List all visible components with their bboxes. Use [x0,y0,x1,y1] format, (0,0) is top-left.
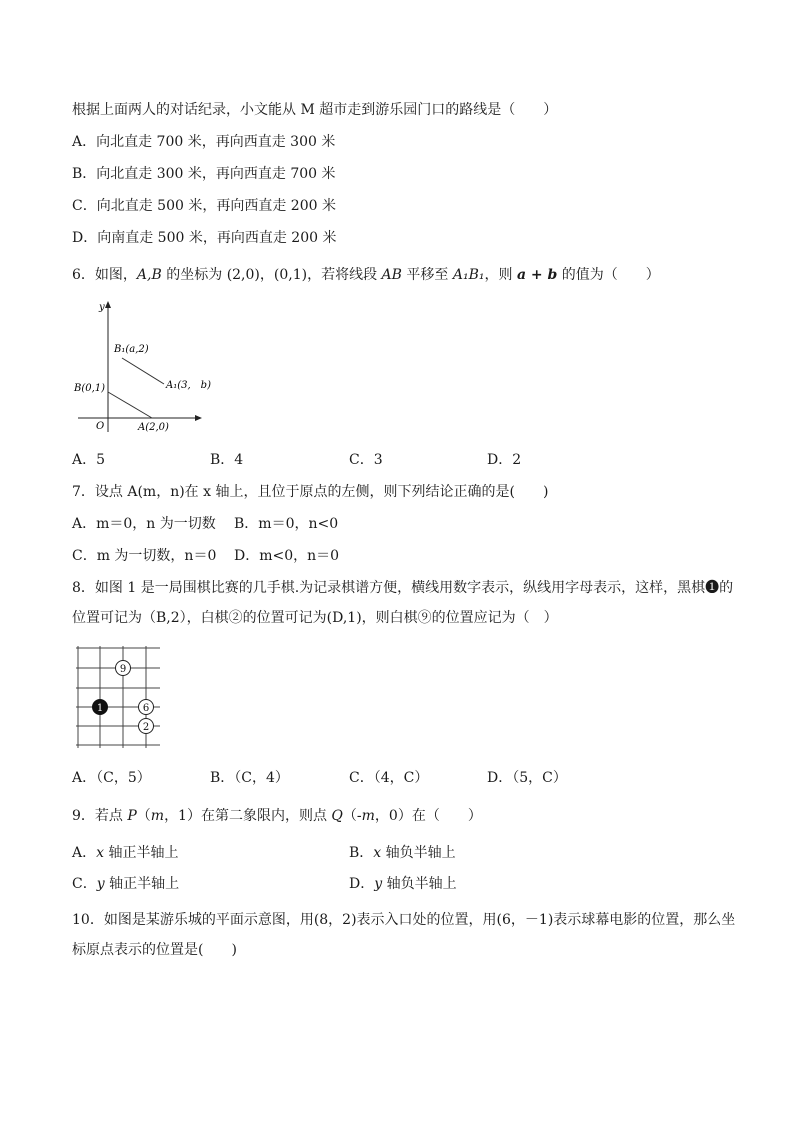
q6-y-label: y [99,302,105,313]
svg-text:6: 6 [142,703,150,714]
q6-coord-a: (2,0) [226,267,260,283]
q8-option-a: A．（C，5） [72,770,151,786]
q7-option-b: B．m＝0，n<0 [234,516,339,532]
q8-white-stone-6 [139,700,154,715]
q6-stem: 6．如图，A,B 的坐标为 (2,0)，(0,1)，若将线段 AB 平移至 A₁B₁，则 a + b 的值为（ ） [72,267,660,283]
q6-segment-ab: AB [381,267,402,283]
q8-black-stone-1 [93,700,108,715]
q6-option-a: A．5 [72,452,106,468]
q6-a1-label: A₁(3, b) [166,380,211,391]
q6-b-label: B(0,1) [74,383,106,394]
q6-y-arrow [105,301,111,308]
q6-option-c: C．3 [349,452,383,468]
q6-segment-a1b1: A₁B₁ [452,267,485,283]
q10-stem-line2: 标原点表示的位置是( ) [72,942,237,958]
q9-option-b: B．x 轴负半轴上 [349,845,456,861]
q7-option-d: D．m<0，n＝0 [234,548,340,564]
svg-text:9: 9 [119,664,127,675]
q8-white-stone-2 [139,719,154,734]
q9-point-q: Q [331,808,343,824]
q9-option-c: C．y 轴正半轴上 [72,876,180,892]
q8-white-stone-9 [116,661,131,676]
q9-point-p: P [127,808,137,824]
q6-a-label: A(2,0) [138,422,169,433]
svg-text:2: 2 [142,722,150,733]
q6-segment-ab-line [108,392,152,418]
q5-option-a: A．向北直走 700 米，再向西直走 300 米 [72,134,336,150]
q6-x-arrow [195,415,202,421]
q5-stem: 根据上面两人的对话纪录，小文能从 M 超市走到游乐园门口的路线是（ ） [72,102,558,118]
q9-option-d: D．y 轴负半轴上 [349,876,457,892]
q6-points-ab: A,B [136,267,162,283]
q6-coord-b: (0,1) [273,267,308,283]
q9-option-a: A．x 轴正半轴上 [72,845,179,861]
q8-go-board [72,644,164,752]
q9-stem: 9．若点 P（m，1）在第二象限内，则点 Q（-m，0）在（ ） [72,808,482,824]
q7-option-c: C．m 为一切数，n＝0 [72,548,217,564]
q8-option-b: B．（C，4） [210,770,289,786]
q6-origin-label: O [96,421,105,432]
q6-option-d: D．2 [487,452,522,468]
q5-option-c: C．向北直走 500 米，再向西直走 200 米 [72,198,336,214]
q6-coordinate-figure [72,296,212,436]
svg-text:1: 1 [96,703,104,714]
q6-b1-label: B₁(a,2) [114,344,149,355]
q8-option-d: D．（5，C） [487,770,567,786]
q6-segment-a1b1-line [122,358,164,384]
q6-option-b: B．4 [210,452,244,468]
q8-stem-line2: 位置可记为（B,2），白棋②的位置可记为(D,1)，则白棋⑨的位置应记为（ ） [72,610,558,626]
q8-option-c: C．（4，C） [349,770,429,786]
q7-option-a: A．m＝0，n 为一切数 [72,516,216,532]
q7-stem: 7．设点 A(m，n)在 x 轴上，且位于原点的左侧，则下列结论正确的是( ) [72,484,549,500]
q5-option-d: D．向南直走 500 米，再向西直走 200 米 [72,230,337,246]
q10-stem-line1: 10．如图是某游乐城的平面示意图，用(8，2)表示入口处的位置，用(6，－1)表示球幕电影的位置，那么坐 [72,912,736,928]
q5-option-b: B．向北直走 300 米，再向西直走 700 米 [72,166,336,182]
q8-stem-line1: 8．如图 1 是一局围棋比赛的几手棋.为记录棋谱方便，横线用数字表示，纵线用字母表示，这样，黑棋❶的 [72,580,734,596]
q6-expression: a + b [516,267,558,283]
